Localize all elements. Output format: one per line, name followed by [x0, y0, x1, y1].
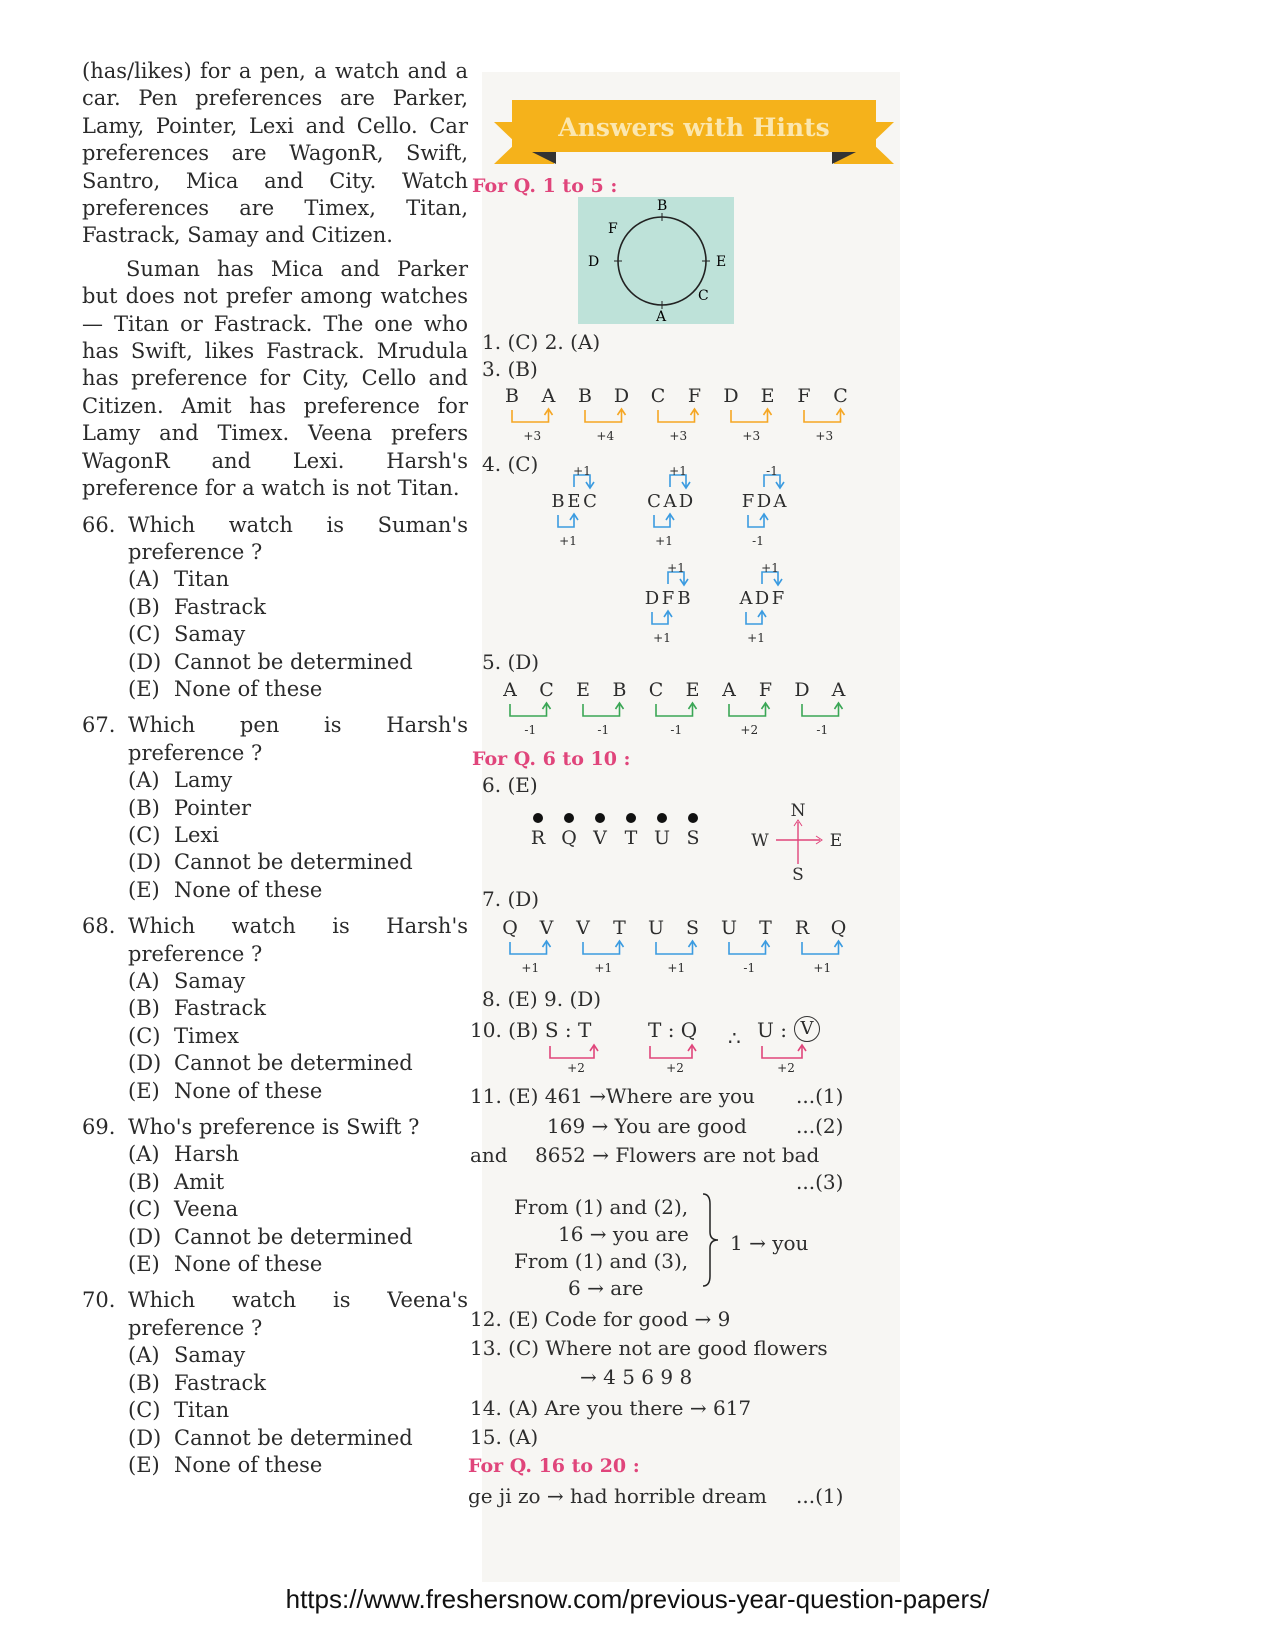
answer-16-line-1: ge ji zo → had horrible dream — [468, 1484, 767, 1508]
option-letter: (A) — [128, 969, 160, 993]
answer-6-letter-series — [520, 798, 860, 888]
seat-label-top: B — [657, 198, 668, 214]
answer-1-2: 1. (C) 2. (A) — [482, 330, 601, 354]
group-bottom-label: +1 — [559, 534, 577, 548]
option-list — [128, 1141, 468, 1278]
series-letter: T — [624, 827, 638, 849]
option-letter: (C) — [128, 1197, 161, 1222]
step-label: +1 — [594, 961, 613, 975]
answers-banner — [494, 92, 894, 180]
step-bracket — [729, 704, 766, 716]
option-text: None of these — [174, 1452, 323, 1477]
series-letter: E — [685, 679, 700, 701]
series-dot — [688, 813, 698, 823]
answer-option — [128, 1023, 468, 1050]
question-item — [82, 512, 468, 704]
answer-option — [128, 676, 468, 703]
group-letter: E — [567, 491, 581, 512]
question-number: 68. — [82, 914, 116, 939]
series-letter: Q — [561, 827, 577, 849]
answer-5-letter-series — [498, 674, 858, 738]
option-text: Fastrack — [174, 1370, 266, 1395]
answer-11-line-1: 11. (E) 461 →Where are you — [470, 1084, 755, 1108]
step-bracket — [512, 410, 549, 422]
seat-label-right-lower: C — [698, 288, 709, 304]
compass-north: N — [790, 801, 806, 821]
step-bracket — [550, 1046, 594, 1058]
question-item — [82, 1114, 468, 1278]
answer-option — [128, 1342, 468, 1369]
option-letter: (B) — [128, 1370, 160, 1395]
answer-option — [128, 594, 468, 621]
step-bracket — [656, 942, 693, 954]
answer-10-arrows — [540, 1040, 820, 1076]
answer-option — [128, 1224, 468, 1251]
question-number: 66. — [82, 512, 116, 537]
answer-10-therefore: ∴ — [728, 1026, 741, 1050]
option-letter: (D) — [128, 1425, 162, 1450]
answer-option — [128, 1251, 468, 1278]
option-letter: (E) — [128, 1078, 160, 1103]
answer-10-circled-letter: V — [794, 1016, 820, 1042]
option-text: None of these — [174, 1078, 323, 1103]
answer-option — [128, 1196, 468, 1223]
step-label: +1 — [667, 961, 686, 975]
answer-option — [128, 877, 468, 904]
step-label: +2 — [666, 1061, 684, 1075]
option-letter: (E) — [128, 877, 160, 902]
option-text: Veena — [174, 1197, 239, 1222]
option-text: Amit — [174, 1169, 225, 1194]
option-letter: (E) — [128, 1452, 160, 1477]
seat-label-right: E — [716, 254, 727, 270]
answer-11-and: and — [470, 1143, 508, 1167]
option-list — [128, 566, 468, 703]
group-top-label: +1 — [667, 561, 685, 575]
step-bracket — [656, 704, 693, 716]
group-top-label: +1 — [573, 464, 591, 478]
series-letter: S — [686, 827, 700, 849]
option-text: Cannot be determined — [174, 1425, 413, 1450]
series-dot — [533, 813, 543, 823]
group-letter: F — [771, 588, 785, 609]
step-label: +3 — [742, 429, 761, 443]
group-letter: D — [756, 491, 772, 512]
seat-label-bottom: A — [656, 309, 667, 325]
series-letter: U — [647, 917, 665, 939]
deduction-1: From (1) and (2), — [514, 1195, 689, 1219]
step-bracket — [585, 410, 622, 422]
option-letter: (B) — [128, 795, 160, 820]
option-letter: (C) — [128, 622, 161, 647]
step-label: +3 — [815, 429, 834, 443]
group-bottom-label: +1 — [747, 631, 765, 645]
series-letter: D — [794, 679, 810, 701]
intro-text: (has/likes) for a pen, a watch and a car. Pen preferences are Parker, Lamy, Pointer, Lexi and Cello. Car preferences are WagonR, Swift, Santro, Mica and City. Watch preferences are Timex, Titan, Fastrack, Samay and Citizen. — [82, 59, 468, 248]
option-text: None of these — [174, 877, 323, 902]
series-letter: R — [794, 917, 810, 939]
answer-7-letter-series — [498, 912, 858, 976]
footer-url[interactable]: https://www.freshersnow.com/previous-year-question-papers/ — [285, 1584, 990, 1614]
section-heading-1-5: For Q. 1 to 5 : — [472, 175, 618, 197]
answer-option — [128, 1050, 468, 1077]
option-text: None of these — [174, 1252, 323, 1277]
step-label: +2 — [567, 1061, 585, 1075]
answer-12: 12. (E) Code for good → 9 — [470, 1307, 731, 1331]
series-dot — [564, 813, 574, 823]
answer-11-ref-1: ...(1) — [796, 1084, 844, 1108]
deduction-conclusion: 1 → you — [730, 1231, 809, 1255]
puzzle-paragraph: Suman has Mica and Parker but does not prefer among watches— Titan or Fastrack. The one who has Swift, likes Fastrack. Mrudula has preference for City, Cello and Citizen. Amit has preference for Lamy and Timex. Veena prefers WagonR and Lexi. Harsh's preference for a watch is not Titan. — [82, 256, 468, 501]
question-item — [82, 712, 468, 904]
series-letter: C — [539, 679, 554, 701]
series-letter: C — [650, 385, 666, 407]
series-letter: V — [593, 827, 607, 849]
answer-option — [128, 621, 468, 648]
answer-option — [128, 995, 468, 1022]
answer-11-line-3: 8652 → Flowers are not bad — [535, 1143, 820, 1167]
option-text: Harsh — [174, 1142, 240, 1167]
compass-east: E — [829, 831, 843, 851]
answer-option — [128, 1141, 468, 1168]
answer-option — [128, 1078, 468, 1105]
group-letter: D — [644, 588, 660, 609]
question-item — [82, 913, 468, 1105]
series-letter: F — [797, 385, 811, 407]
step-label: -1 — [524, 723, 537, 737]
question-text: Who's preference is Swift ? — [128, 1115, 420, 1140]
answer-option — [128, 767, 468, 794]
step-bracket — [731, 410, 768, 422]
option-letter: (B) — [128, 594, 160, 619]
option-text: Samay — [174, 1343, 246, 1368]
option-letter: (D) — [128, 1224, 162, 1249]
option-letter: (E) — [128, 1252, 160, 1277]
series-letter: Q — [830, 917, 847, 939]
answer-option — [128, 795, 468, 822]
answer-3: 3. (B) — [482, 357, 538, 381]
series-letter: V — [576, 917, 590, 939]
option-letter: (D) — [128, 649, 162, 674]
answer-option — [128, 1370, 468, 1397]
group-letter: A — [773, 491, 787, 512]
answer-6: 6. (E) — [482, 773, 538, 797]
option-letter: (C) — [128, 822, 161, 847]
answer-14: 14. (A) Are you there → 617 — [470, 1396, 752, 1420]
series-letter: A — [541, 385, 556, 407]
option-letter: (C) — [128, 1023, 161, 1048]
series-letter: V — [539, 917, 554, 939]
answer-4-letter-groups — [548, 452, 848, 652]
option-text: Fastrack — [174, 996, 266, 1021]
group-bottom-label: +1 — [653, 631, 671, 645]
group-letter: A — [663, 491, 677, 512]
deduction-brace — [700, 1192, 724, 1288]
series-letter: B — [505, 385, 519, 407]
group-letter: D — [678, 491, 694, 512]
group-letter: B — [551, 491, 565, 512]
group-letter: F — [661, 588, 675, 609]
step-bracket — [729, 942, 766, 954]
option-text: Cannot be determined — [174, 1051, 413, 1076]
step-label: +3 — [669, 429, 688, 443]
option-letter: (E) — [128, 676, 160, 701]
option-letter: (A) — [128, 567, 160, 592]
option-text: Timex — [174, 1023, 239, 1048]
series-dot — [626, 813, 636, 823]
answer-4: 4. (C) — [482, 452, 539, 476]
option-letter: (A) — [128, 768, 160, 793]
question-number: 70. — [82, 1288, 116, 1313]
answer-10-pair-2: T : Q — [648, 1018, 698, 1042]
question-number: 67. — [82, 713, 116, 738]
answer-option — [128, 1452, 468, 1479]
group-top-label: +1 — [669, 464, 687, 478]
series-letter: Q — [502, 917, 518, 939]
banner-title: Answers with Hints — [558, 113, 830, 142]
step-bracket — [802, 704, 839, 716]
group-letter: C — [647, 491, 661, 512]
series-letter: F — [758, 679, 773, 701]
step-bracket — [510, 704, 547, 716]
option-text: Lamy — [174, 768, 233, 793]
answer-10-pair-3: U : — [757, 1018, 787, 1042]
answer-15: 15. (A) — [470, 1425, 539, 1449]
answer-11-ref-2: ...(2) — [796, 1114, 844, 1138]
step-bracket — [762, 1046, 802, 1058]
question-column — [82, 58, 468, 1479]
series-letter: S — [685, 917, 700, 939]
option-letter: (D) — [128, 1051, 162, 1076]
step-label: -1 — [597, 723, 610, 737]
option-text: Samay — [174, 622, 246, 647]
answer-10: 10. (B) S : T — [470, 1018, 592, 1042]
step-bracket — [658, 410, 695, 422]
series-dot — [657, 813, 667, 823]
series-letter: T — [613, 917, 626, 939]
series-letter: U — [720, 917, 738, 939]
deduction-2-result: 6 → are — [568, 1276, 644, 1300]
step-bracket — [802, 942, 839, 954]
option-letter: (A) — [128, 1343, 160, 1368]
step-bracket — [804, 410, 841, 422]
option-text: Samay — [174, 969, 246, 993]
step-label: -1 — [816, 723, 829, 737]
deduction-1-result: 16 → you are — [558, 1222, 689, 1246]
group-bottom-label: +1 — [655, 534, 673, 548]
answer-option — [128, 566, 468, 593]
group-letter: C — [583, 491, 597, 512]
section-heading-6-10: For Q. 6 to 10 : — [472, 748, 631, 770]
option-letter: (B) — [128, 1169, 160, 1194]
group-letter: D — [754, 588, 770, 609]
option-text: None of these — [174, 676, 323, 701]
option-list — [128, 1342, 468, 1479]
step-bracket — [583, 942, 620, 954]
step-bracket — [583, 704, 620, 716]
series-letter: A — [503, 679, 517, 701]
series-dot — [595, 813, 605, 823]
option-text: Titan — [174, 1398, 230, 1423]
series-letter: T — [759, 917, 772, 939]
series-letter: R — [530, 827, 546, 849]
group-bottom-label: -1 — [752, 534, 764, 548]
step-label: +4 — [596, 429, 615, 443]
group-letter: F — [741, 491, 755, 512]
series-letter: E — [576, 679, 590, 701]
seat-label-left: D — [588, 254, 600, 270]
series-letter: B — [578, 385, 592, 407]
step-label: +1 — [813, 961, 832, 975]
answer-13-code: → 4 5 6 9 8 — [580, 1365, 693, 1389]
group-letter: A — [739, 588, 753, 609]
answer-3-letter-series — [500, 380, 860, 444]
option-text: Cannot be determined — [174, 850, 413, 875]
answer-11-line-2: 169 → You are good — [547, 1114, 747, 1138]
option-text: Pointer — [174, 795, 252, 820]
option-text: Cannot be determined — [174, 649, 413, 674]
question-text: Which watch is Veena's preference ? — [128, 1288, 468, 1340]
seat-label-left-upper: F — [608, 221, 618, 237]
answer-option — [128, 1425, 468, 1452]
group-top-label: +1 — [761, 561, 779, 575]
step-bracket — [650, 1046, 692, 1058]
question-text: Which watch is Suman's preference ? — [128, 512, 468, 564]
option-text: Lexi — [174, 822, 219, 847]
series-letter: C — [648, 679, 664, 701]
compass-west: W — [751, 831, 769, 851]
step-label: +3 — [523, 429, 542, 443]
compass-south: S — [792, 865, 804, 885]
answer-16-ref-1: ...(1) — [796, 1484, 844, 1508]
option-list — [128, 767, 468, 904]
question-item — [82, 1287, 468, 1479]
option-text: Fastrack — [174, 594, 266, 619]
option-letter: (C) — [128, 1398, 161, 1423]
option-text: Cannot be determined — [174, 1224, 413, 1249]
group-letter: B — [677, 588, 691, 609]
answer-8-9: 8. (E) 9. (D) — [482, 987, 602, 1011]
step-label: -1 — [743, 961, 756, 975]
answer-option — [128, 968, 468, 995]
series-letter: A — [722, 679, 736, 701]
step-label: +2 — [777, 1061, 795, 1075]
option-text: Titan — [174, 567, 230, 592]
answer-13: 13. (C) Where not are good flowers — [470, 1336, 828, 1360]
option-list — [128, 968, 468, 1105]
answer-option — [128, 649, 468, 676]
series-letter: F — [687, 385, 702, 407]
step-label: +1 — [521, 961, 540, 975]
deduction-2: From (1) and (3), — [514, 1249, 689, 1273]
question-text: Which watch is Harsh's preference ? — [128, 914, 468, 966]
answer-option — [128, 822, 468, 849]
group-top-label: -1 — [766, 464, 778, 478]
option-letter: (D) — [128, 850, 162, 875]
step-bracket — [510, 942, 547, 954]
section-heading-16-20: For Q. 16 to 20 : — [468, 1455, 640, 1477]
series-letter: E — [760, 385, 775, 407]
option-letter: (A) — [128, 1142, 160, 1167]
series-letter: U — [653, 827, 671, 849]
series-letter: D — [613, 385, 630, 407]
option-letter: (B) — [128, 996, 160, 1021]
series-letter: D — [723, 385, 739, 407]
step-label: +2 — [740, 723, 759, 737]
answer-7: 7. (D) — [482, 887, 540, 911]
circle-arrangement-diagram — [578, 195, 734, 325]
question-text: Which pen is Harsh's preference ? — [128, 713, 468, 765]
answer-11-ref-3: ...(3) — [796, 1170, 844, 1194]
answer-option — [128, 1397, 468, 1424]
answer-5: 5. (D) — [482, 650, 540, 674]
answer-option — [128, 1169, 468, 1196]
question-list — [82, 512, 468, 1480]
series-letter: B — [612, 679, 627, 701]
series-letter: A — [831, 679, 846, 701]
step-label: -1 — [670, 723, 683, 737]
question-number: 69. — [82, 1115, 116, 1140]
series-letter: C — [833, 385, 848, 407]
answer-option — [128, 849, 468, 876]
